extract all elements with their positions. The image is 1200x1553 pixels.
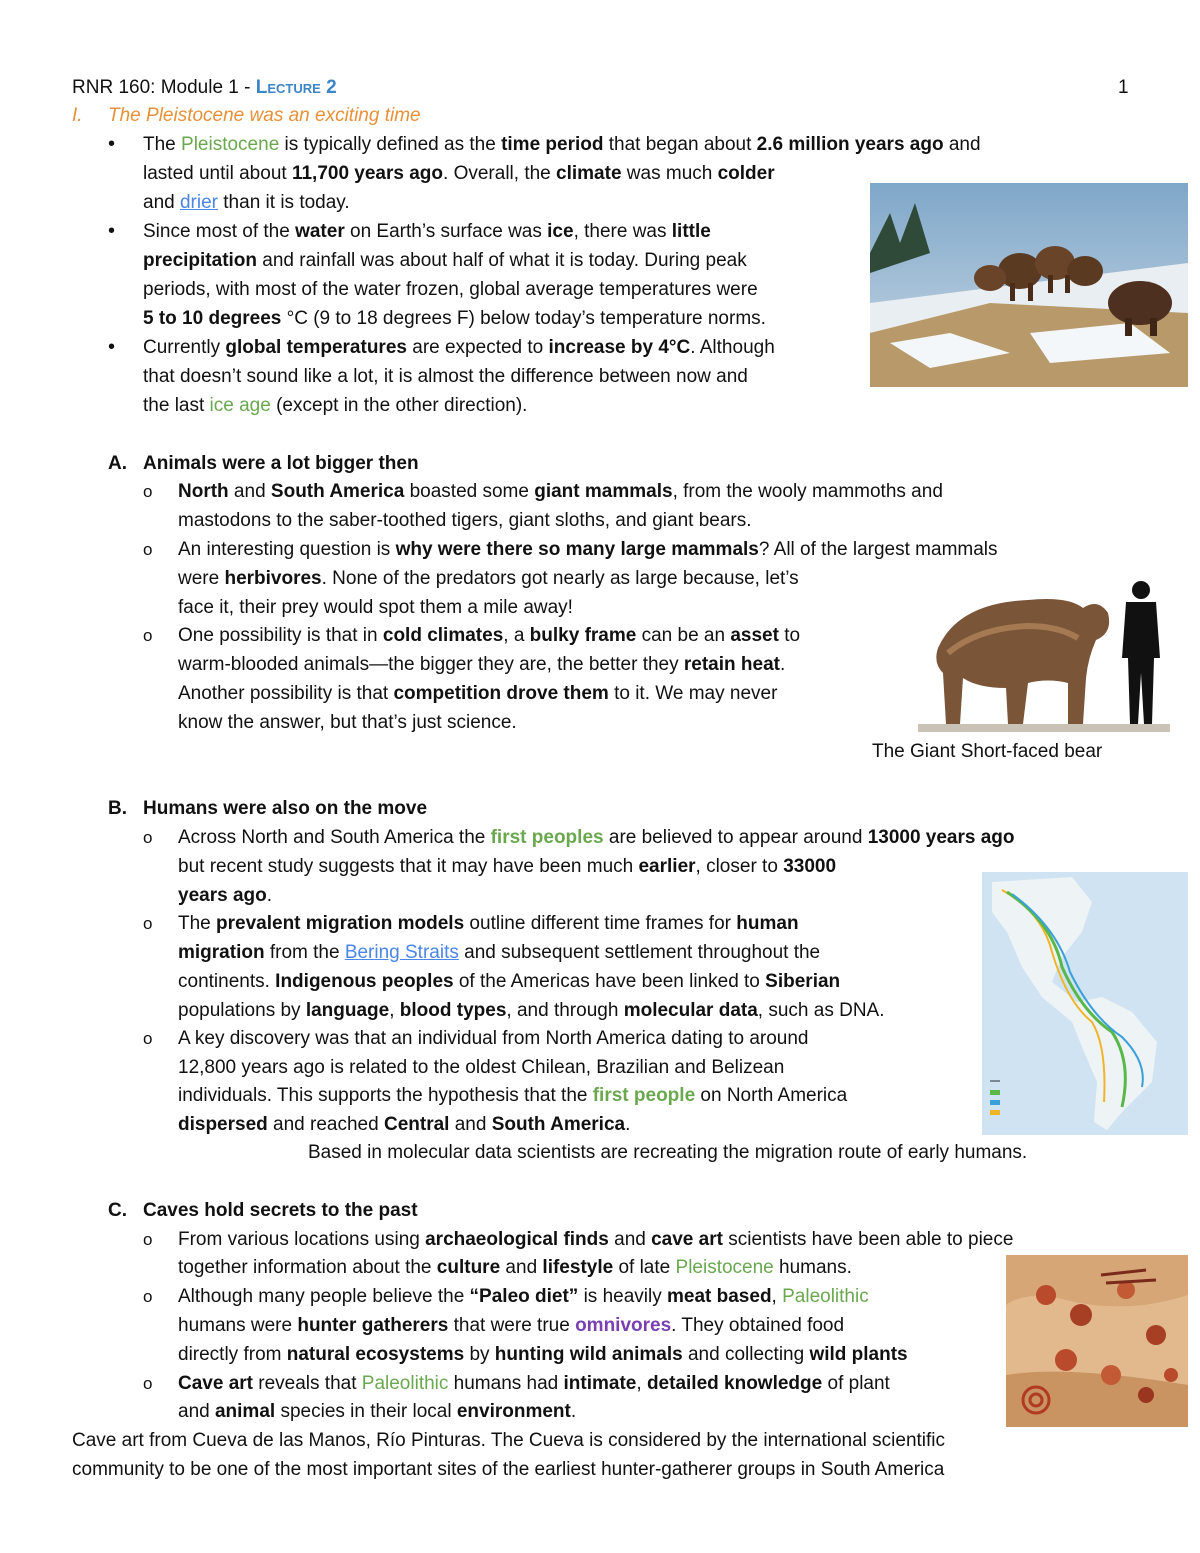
paragraph-line: Across North and South America the first peoples are believed to appear around 13000 years ago (178, 827, 1015, 848)
paragraph-line: populations by language, blood types, and through molecular data, such as DNA. (178, 1000, 885, 1021)
paragraph-line: Cave art reveals that Paleolithic humans had intimate, detailed knowledge of plant (178, 1373, 890, 1394)
lecture-label: Lecture 2 (255, 77, 337, 98)
paragraph-line: humans were hunter gatherers that were true omnivores. They obtained food (178, 1315, 845, 1336)
paragraph-line: dispersed and reached Central and South America. (178, 1114, 631, 1135)
circle-bullet-icon: o (143, 1287, 153, 1306)
paragraph-line: The Pleistocene is typically defined as the time period that began about 2.6 million years ago and (143, 134, 981, 155)
paragraph-line: years ago. (178, 885, 273, 906)
migration-map (982, 872, 1188, 1135)
paragraph-line: Although many people believe the “Paleo diet” is heavily meat based, Paleolithic (178, 1286, 869, 1307)
paragraph-line: One possibility is that in cold climates, a bulky frame can be an asset to (178, 625, 801, 646)
course-title: RNR 160: Module 1 - (72, 77, 256, 98)
map-caption: Based in molecular data scientists are recreating the migration route of early humans. (308, 1142, 1028, 1163)
circle-bullet-icon: o (143, 1029, 153, 1048)
section-title: Humans were also on the move (143, 798, 428, 819)
paragraph-line: Currently global temperatures are expected to increase by 4°C. Although (143, 337, 775, 358)
paragraph-line: together information about the culture and lifestyle of late Pleistocene humans. (178, 1257, 852, 1278)
paragraph-line: precipitation and rainfall was about half of what it is today. During peak (143, 250, 747, 271)
cave-art-photo (1006, 1255, 1188, 1427)
circle-bullet-icon: o (143, 1374, 153, 1393)
mammoth-illustration (870, 183, 1188, 387)
bullet-icon: • (108, 220, 116, 242)
page-number: 1 (1118, 77, 1129, 98)
page-header (72, 73, 337, 102)
paragraph-line: and animal species in their local environment. (178, 1401, 577, 1422)
paragraph-line: 12,800 years ago is related to the oldest Chilean, Brazilian and Belizean (178, 1057, 785, 1078)
paragraph-line: but recent study suggests that it may have been much earlier, closer to 33000 (178, 856, 837, 877)
circle-bullet-icon: o (143, 482, 153, 501)
paragraph-line: the last ice age (except in the other direction). (143, 395, 528, 416)
circle-bullet-icon: o (143, 540, 153, 559)
paragraph-line: An interesting question is why were there so many large mammals? All of the largest mammals (178, 539, 998, 560)
paragraph-line: North and South America boasted some giant mammals, from the wooly mammoths and (178, 481, 943, 502)
paragraph-line: were herbivores. None of the predators got nearly as large because, let’s (178, 568, 799, 589)
paragraph-line: A key discovery was that an individual from North America dating to around (178, 1028, 809, 1049)
section-letter: B. (108, 798, 127, 819)
paragraph-line: From various locations using archaeological finds and cave art scientists have been able to piece (178, 1229, 1014, 1250)
paragraph-line: that doesn’t sound like a lot, it is almost the difference between now and (143, 366, 748, 387)
paragraph-line: face it, their prey would spot them a mile away! (178, 597, 573, 618)
circle-bullet-icon: o (143, 914, 153, 933)
paragraph-line: Another possibility is that competition drove them to it. We may never (178, 683, 778, 704)
drier-link[interactable]: drier (179, 192, 218, 213)
paragraph-line: Since most of the water on Earth’s surface was ice, there was little (143, 221, 711, 242)
bullet-icon: • (108, 133, 116, 155)
section-letter: C. (108, 1200, 127, 1221)
paragraph-line: and drier than it is today. (143, 192, 350, 213)
bear-illustration (918, 578, 1170, 734)
section-numeral: I. (72, 105, 83, 126)
paragraph-line: mastodons to the saber-toothed tigers, giant sloths, and giant bears. (178, 510, 752, 531)
section-title: Animals were a lot bigger then (143, 453, 419, 474)
paragraph-line: migration from the Bering Straits and subsequent settlement throughout the (178, 942, 821, 963)
bullet-icon: • (108, 336, 116, 358)
paragraph-line: periods, with most of the water frozen, global average temperatures were (143, 279, 758, 300)
circle-bullet-icon: o (143, 828, 153, 847)
paragraph-line: lasted until about 11,700 years ago. Overall, the climate was much colder (143, 163, 775, 184)
circle-bullet-icon: o (143, 626, 153, 645)
bear-caption: The Giant Short-faced bear (872, 741, 1103, 762)
section-title: Caves hold secrets to the past (143, 1200, 418, 1221)
section-title: The Pleistocene was an exciting time (108, 105, 421, 126)
paragraph-line: The prevalent migration models outline different time frames for human (178, 913, 799, 934)
circle-bullet-icon: o (143, 1230, 153, 1249)
paragraph-line: warm-blooded animals—the bigger they are, the better they retain heat. (178, 654, 786, 675)
section-letter: A. (108, 453, 127, 474)
bering-straits-link[interactable]: Bering Straits (344, 942, 459, 963)
paragraph-line: directly from natural ecosystems by hunting wild animals and collecting wild plants (178, 1344, 908, 1365)
cave-art-caption: community to be one of the most important sites of the earliest hunter-gatherer groups in South America (72, 1459, 945, 1480)
paragraph-line: continents. Indigenous peoples of the Americas have been linked to Siberian (178, 971, 841, 992)
paragraph-line: know the answer, but that’s just science. (178, 712, 517, 733)
paragraph-line: individuals. This supports the hypothesis that the first people on North America (178, 1085, 848, 1106)
paragraph-line: 5 to 10 degrees °C (9 to 18 degrees F) below today’s temperature norms. (143, 308, 766, 329)
cave-art-caption: Cave art from Cueva de las Manos, Río Pinturas. The Cueva is considered by the international scientific (72, 1430, 946, 1451)
